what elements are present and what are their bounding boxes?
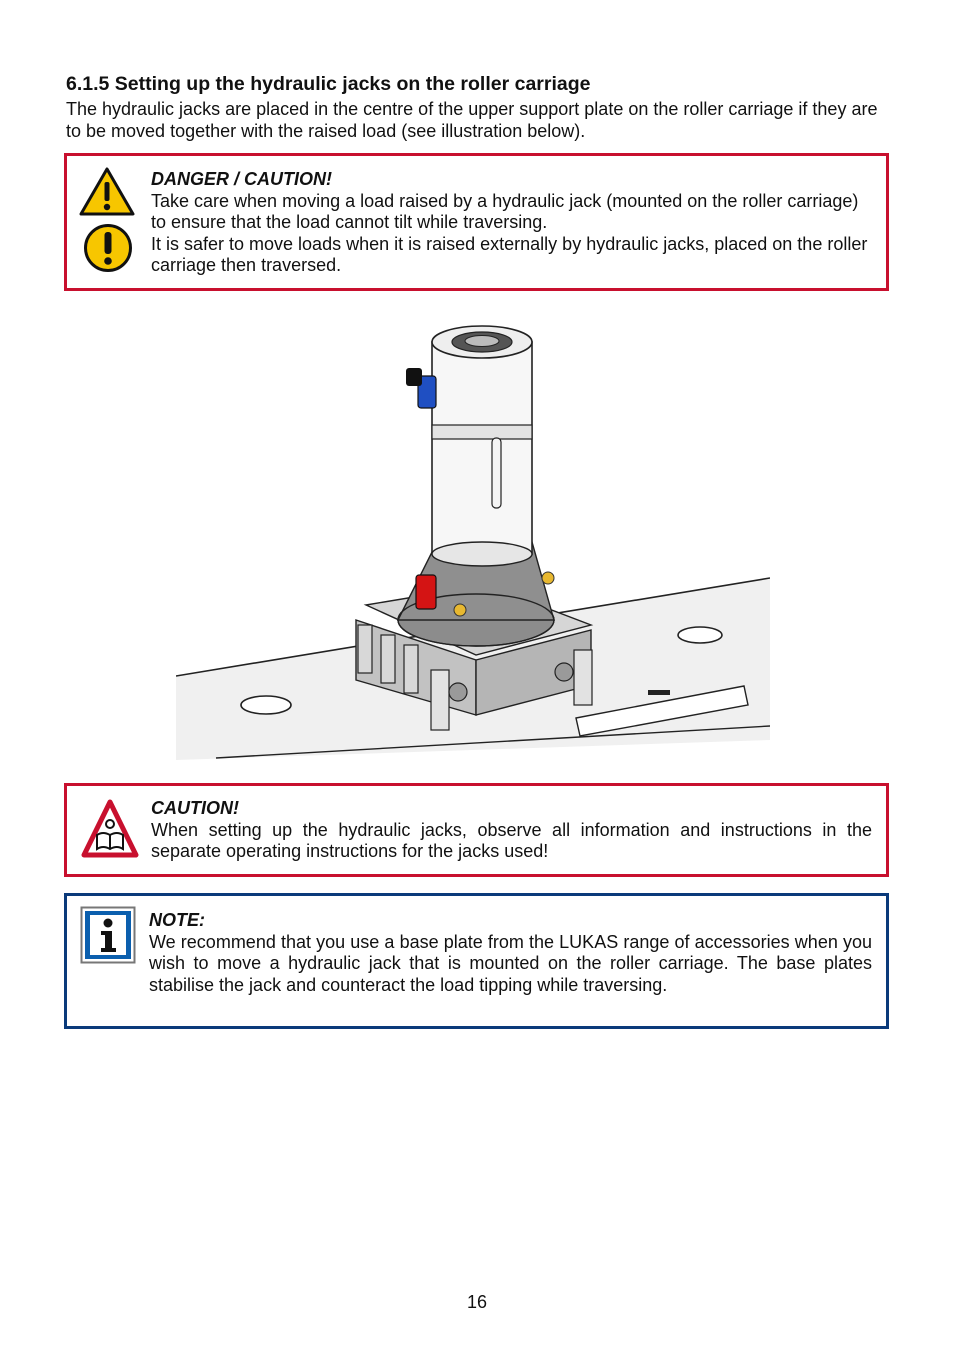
exclamation-circle-icon	[83, 223, 133, 273]
note-text-block	[149, 910, 872, 996]
danger-caution-box	[64, 153, 889, 291]
note-box	[64, 893, 889, 1029]
manual-warning-icon	[81, 799, 139, 859]
info-icon	[80, 906, 136, 964]
caution-title: CAUTION!	[151, 798, 239, 818]
danger-caution-line2: It is safer to move loads when it is raised externally by hydraulic jacks, placed on the roller carriage then traversed.	[151, 233, 868, 275]
intro-paragraph: The hydraulic jacks are placed in the centre of the upper support plate on the roller carriage if they are to be moved together with the raised load (see illustration below).	[66, 99, 878, 141]
caution-text: When setting up the hydraulic jacks, observe all information and instructions in the separate operating instructions for the jacks used!	[151, 819, 872, 861]
section-heading: 6.1.5 Setting up the hydraulic jacks on the roller carriage	[66, 73, 591, 95]
note-text: We recommend that you use a base plate from the LUKAS range of accessories when you wish to move a hydraulic jack that is mounted on the roller carriage. The base plates stabilise the jack and counteract the load tipping while traversing.	[149, 931, 872, 995]
note-title: NOTE:	[149, 910, 205, 930]
danger-caution-line1: Take care when moving a load raised by a hydraulic jack (mounted on the roller carriage) to ensure that the load cannot tilt while traversing.	[151, 190, 859, 232]
page-number: 16	[466, 1292, 488, 1312]
caution-text-block	[151, 798, 872, 863]
caution-box	[64, 783, 889, 877]
danger-caution-text	[151, 169, 872, 277]
warning-triangle-icon	[79, 167, 135, 217]
hydraulic-jack-illustration	[176, 320, 770, 762]
danger-caution-title: DANGER / CAUTION!	[151, 169, 332, 189]
